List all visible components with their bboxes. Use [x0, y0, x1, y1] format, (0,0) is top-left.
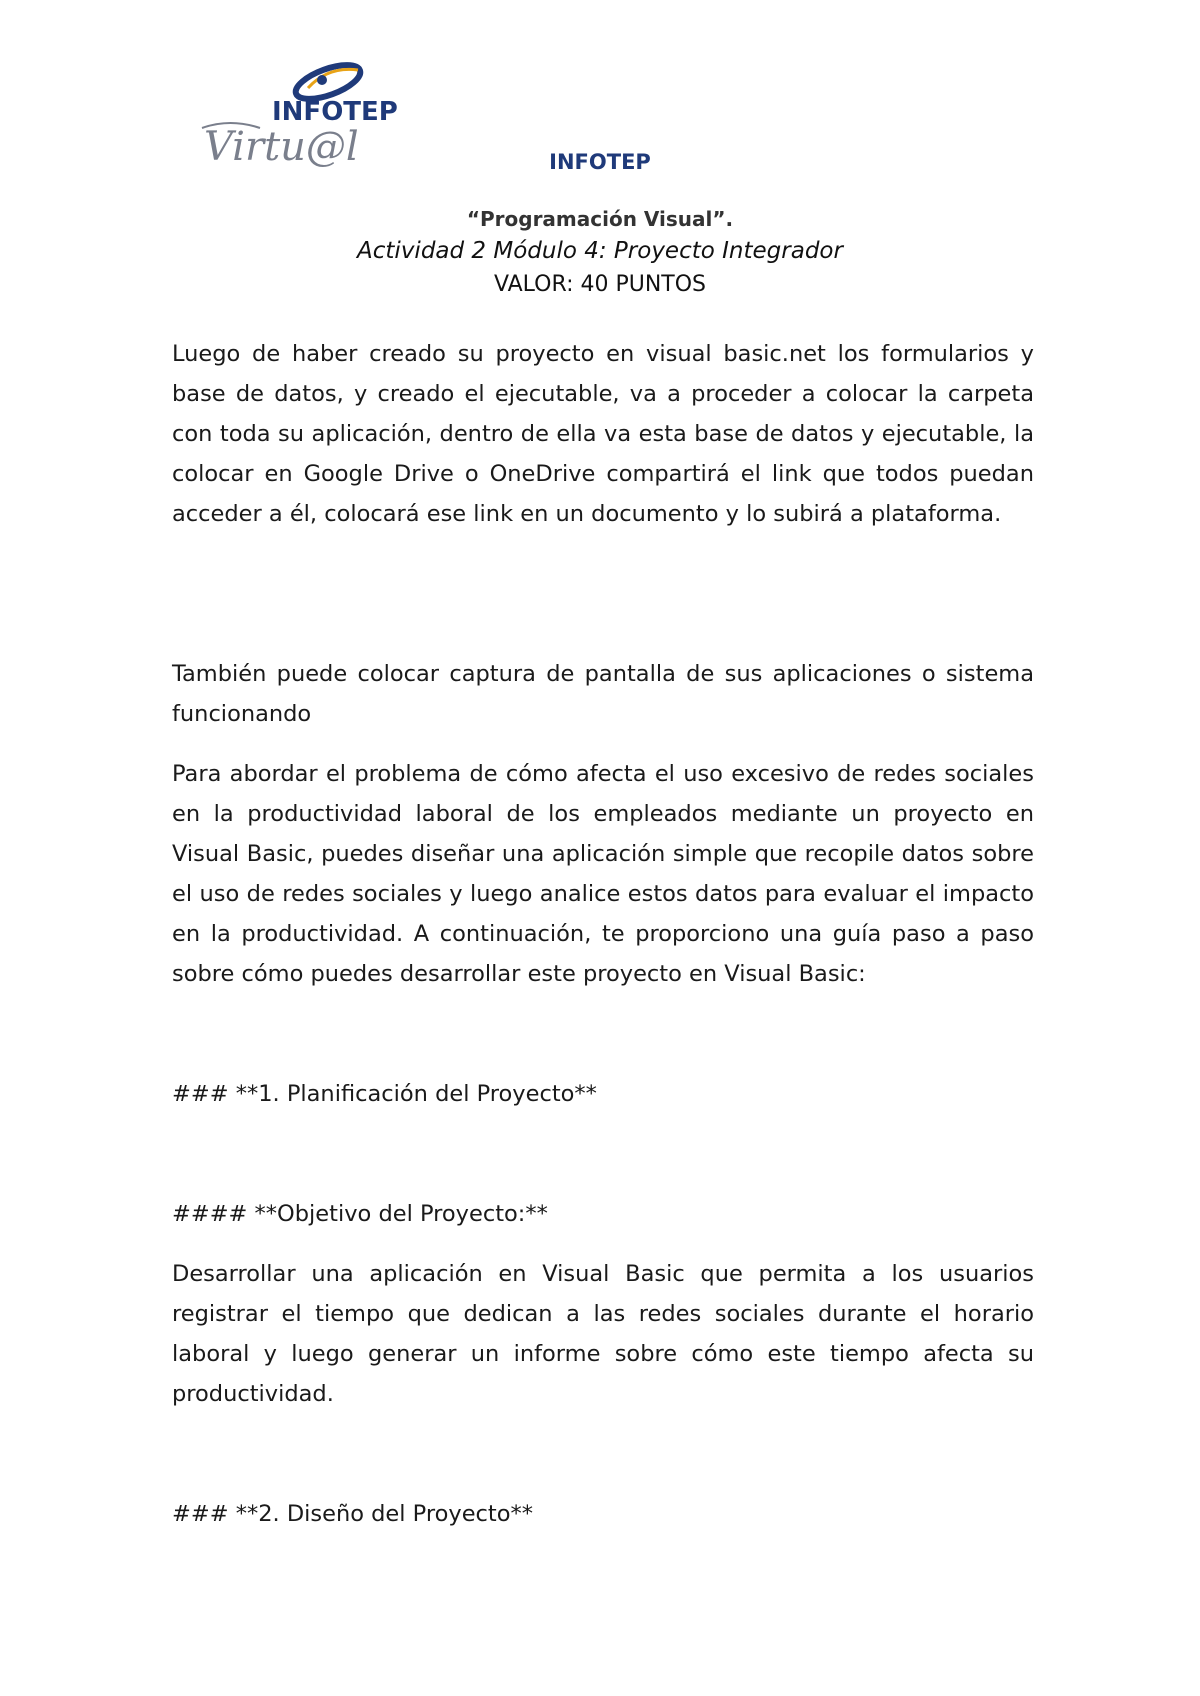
- org-title: INFOTEP: [549, 150, 651, 174]
- logo-brand-text: INFOTEP: [272, 97, 398, 127]
- paragraph-approach: Para abordar el problema de cómo afecta el uso excesivo de redes sociales en la productividad laboral de los empleados mediante un proyecto en Visual Basic, puedes diseñar una aplicación simple que recopile datos sobre el uso de redes sociales y luego analice estos datos para evaluar el impacto en la productividad. A continuación, te proporciono una guía paso a paso sobre cómo puedes desarrollar este proyecto en Visual Basic:: [172, 761, 1034, 987]
- activity-title: Actividad 2 Módulo 4: Proyecto Integrador: [357, 238, 843, 264]
- paragraph-screenshots: También puede colocar captura de pantalla de sus aplicaciones o sistema funcionando: [172, 661, 1034, 727]
- course-title: “Programación Visual”.: [466, 207, 734, 231]
- logo-script-text: Virtu@l: [204, 124, 359, 170]
- paragraph-objective: Desarrollar una aplicación en Visual Basic que permita a los usuarios registrar el tiempo que dedican a las redes sociales durante el horario laboral y luego generar un informe sobre cómo este tiempo afecta su productividad.: [172, 1261, 1034, 1407]
- heading-planning: ### **1. Planificación del Proyecto**: [172, 1081, 597, 1107]
- paragraph-instructions: Luego de haber creado su proyecto en visual basic.net los formularios y base de datos, y creado el ejecutable, va a proceder a colocar la carpeta con toda su aplicación, dentro de ella va esta base de datos y ejecutable, la colocar en Google Drive o OneDrive compartirá el link que todos puedan acceder a él, colocará ese link en un documento y lo subirá a plataforma.: [172, 341, 1034, 527]
- value-title: VALOR: 40 PUNTOS: [493, 272, 707, 297]
- heading-objective: #### **Objetivo del Proyecto:**: [172, 1201, 548, 1227]
- heading-design: ### **2. Diseño del Proyecto**: [172, 1501, 533, 1527]
